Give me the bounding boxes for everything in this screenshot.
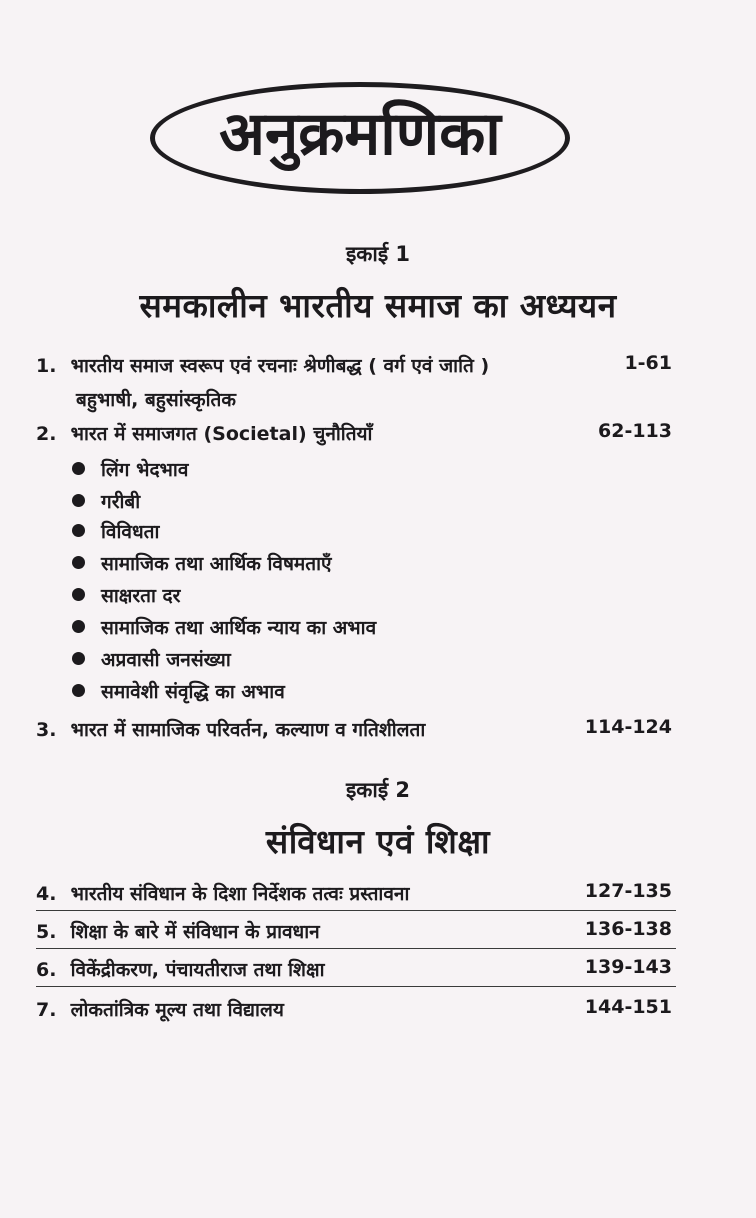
toc-entry-2[interactable] bbox=[36, 420, 672, 446]
page-range: 139-143 bbox=[584, 956, 672, 978]
chapter-title-continuation: बहुभाषी, बहुसांस्कृतिक bbox=[76, 389, 236, 411]
bullet-icon bbox=[72, 684, 85, 697]
divider bbox=[36, 910, 676, 911]
page-range: 136-138 bbox=[584, 918, 672, 940]
chapter-title: भारतीय समाज स्वरूप एवं रचनाः श्रेणीबद्ध ( वर्ग एवं जाति ) bbox=[70, 355, 490, 377]
list-item: गरीबी bbox=[72, 488, 140, 514]
chapter-title: भारत में सामाजिक परिवर्तन, कल्याण व गतिशीलता bbox=[70, 719, 426, 741]
bullet-icon bbox=[72, 652, 85, 665]
list-item: सामाजिक तथा आर्थिक न्याय का अभाव bbox=[72, 614, 376, 640]
unit-1-title: समकालीन भारतीय समाज का अध्ययन bbox=[139, 286, 617, 325]
chapter-title: विकेंद्रीकरण, पंचायतीराज तथा शिक्षा bbox=[70, 959, 325, 981]
list-item: समावेशी संवृद्धि का अभाव bbox=[72, 678, 285, 704]
divider bbox=[36, 986, 676, 987]
bullet-icon bbox=[72, 524, 85, 537]
page-range: 114-124 bbox=[584, 716, 672, 738]
bullet-icon bbox=[72, 494, 85, 507]
chapter-number: 1. bbox=[36, 355, 57, 377]
bullet-icon bbox=[72, 620, 85, 633]
toc-entry-7[interactable] bbox=[36, 996, 672, 1022]
unit-2-label: इकाई 2 bbox=[345, 778, 411, 802]
toc-entry-6[interactable] bbox=[36, 956, 672, 982]
toc-entry-1[interactable] bbox=[36, 352, 672, 378]
bullet-icon bbox=[72, 588, 85, 601]
toc-entry-3[interactable] bbox=[36, 716, 672, 742]
bullet-icon bbox=[72, 462, 85, 475]
toc-entry-5[interactable] bbox=[36, 918, 672, 944]
chapter-number: 5. bbox=[36, 921, 57, 943]
list-item: साक्षरता दर bbox=[72, 582, 180, 608]
chapter-number: 4. bbox=[36, 883, 57, 905]
bullet-icon bbox=[72, 556, 85, 569]
list-item: सामाजिक तथा आर्थिक विषमताएँ bbox=[72, 550, 332, 576]
unit-1-label: इकाई 1 bbox=[345, 242, 411, 266]
list-item: लिंग भेदभाव bbox=[72, 456, 188, 482]
chapter-number: 6. bbox=[36, 959, 57, 981]
page-title: अनुक्रमणिका bbox=[219, 99, 501, 169]
page-range: 144-151 bbox=[584, 996, 672, 1018]
chapter-title: शिक्षा के बारे में संविधान के प्रावधान bbox=[70, 921, 320, 943]
list-item: अप्रवासी जनसंख्या bbox=[72, 646, 231, 672]
page-range: 127-135 bbox=[584, 880, 672, 902]
chapter-number: 3. bbox=[36, 719, 57, 741]
toc-entry-4[interactable] bbox=[36, 880, 672, 906]
chapter-title: लोकतांत्रिक मूल्य तथा विद्यालय bbox=[70, 999, 284, 1021]
chapter-title: भारत में समाजगत (Societal) चुनौतियाँ bbox=[70, 423, 373, 445]
divider bbox=[36, 948, 676, 949]
chapter-number: 2. bbox=[36, 423, 57, 445]
page-range: 62-113 bbox=[598, 420, 672, 442]
unit-2-title: संविधान एवं शिक्षा bbox=[265, 822, 491, 861]
chapter-title: भारतीय संविधान के दिशा निर्देशक तत्वः प्रस्तावना bbox=[70, 883, 410, 905]
chapter-number: 7. bbox=[36, 999, 57, 1021]
page-range: 1-61 bbox=[624, 352, 672, 374]
list-item: विविधता bbox=[72, 518, 159, 544]
